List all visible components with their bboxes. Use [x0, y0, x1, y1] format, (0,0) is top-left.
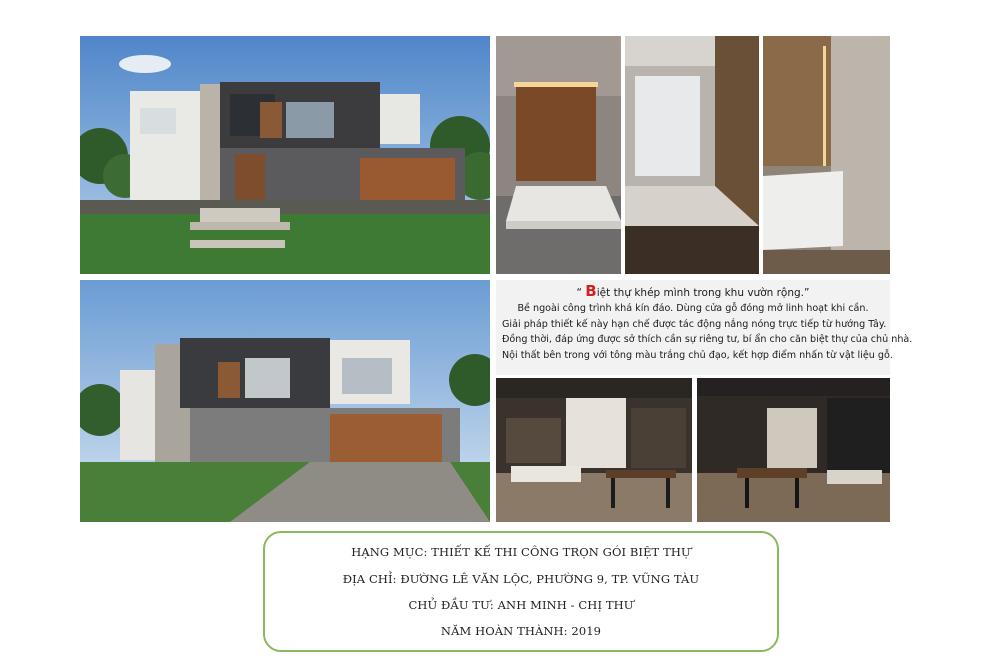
bedroom-photo-3 — [763, 36, 890, 274]
description-line-1: Bề ngoài công trình khá kín đáo. Dùng cửa gỗ đóng mở linh hoạt khi cần. — [517, 303, 869, 314]
description-line-3: Đồng thời, đáp ứng được sở thích cần sự riêng tư, bí ẩn cho căn biệt thự của chủ nhà. — [502, 334, 913, 345]
living-room-photo-1 — [496, 378, 692, 522]
project-category: HẠNG MỤC: THIẾT KẾ THI CÔNG TRỌN GÓI BIỆT THỰ — [351, 545, 691, 559]
quote-open-mark: “ — [576, 287, 586, 299]
living-room-photo-2 — [697, 378, 890, 522]
bedroom-photo-2 — [625, 36, 759, 274]
description-line-4: Nội thất bên trong với tông màu trắng chủ đạo, kết hợp điểm nhấn từ vật liệu gỗ. — [502, 349, 893, 361]
project-address: ĐỊA CHỈ: ĐƯỜNG LÊ VĂN LỘC, PHƯỜNG 9, TP. VŨNG TÀU — [342, 572, 700, 586]
description-line-2: Giải pháp thiết kế này hạn chế được tác động nắng nóng trực tiếp từ hướng Tây. — [502, 318, 887, 330]
title-initial-letter: B — [585, 282, 597, 300]
project-completion-year: NĂM HOÀN THÀNH: 2019 — [440, 624, 602, 638]
project-description-box — [496, 280, 913, 375]
villa-exterior-photo-front — [80, 36, 490, 274]
project-owner: CHỦ ĐẦU TƯ: ANH MINH - CHỊ THƯ — [408, 598, 634, 612]
villa-exterior-photo-garage — [80, 280, 490, 522]
description-title — [502, 284, 884, 300]
bedroom-photo-1 — [496, 36, 621, 274]
project-info-box — [263, 531, 779, 652]
title-rest: iệt thự khép mình trong khu vườn rộng.” — [596, 287, 810, 299]
